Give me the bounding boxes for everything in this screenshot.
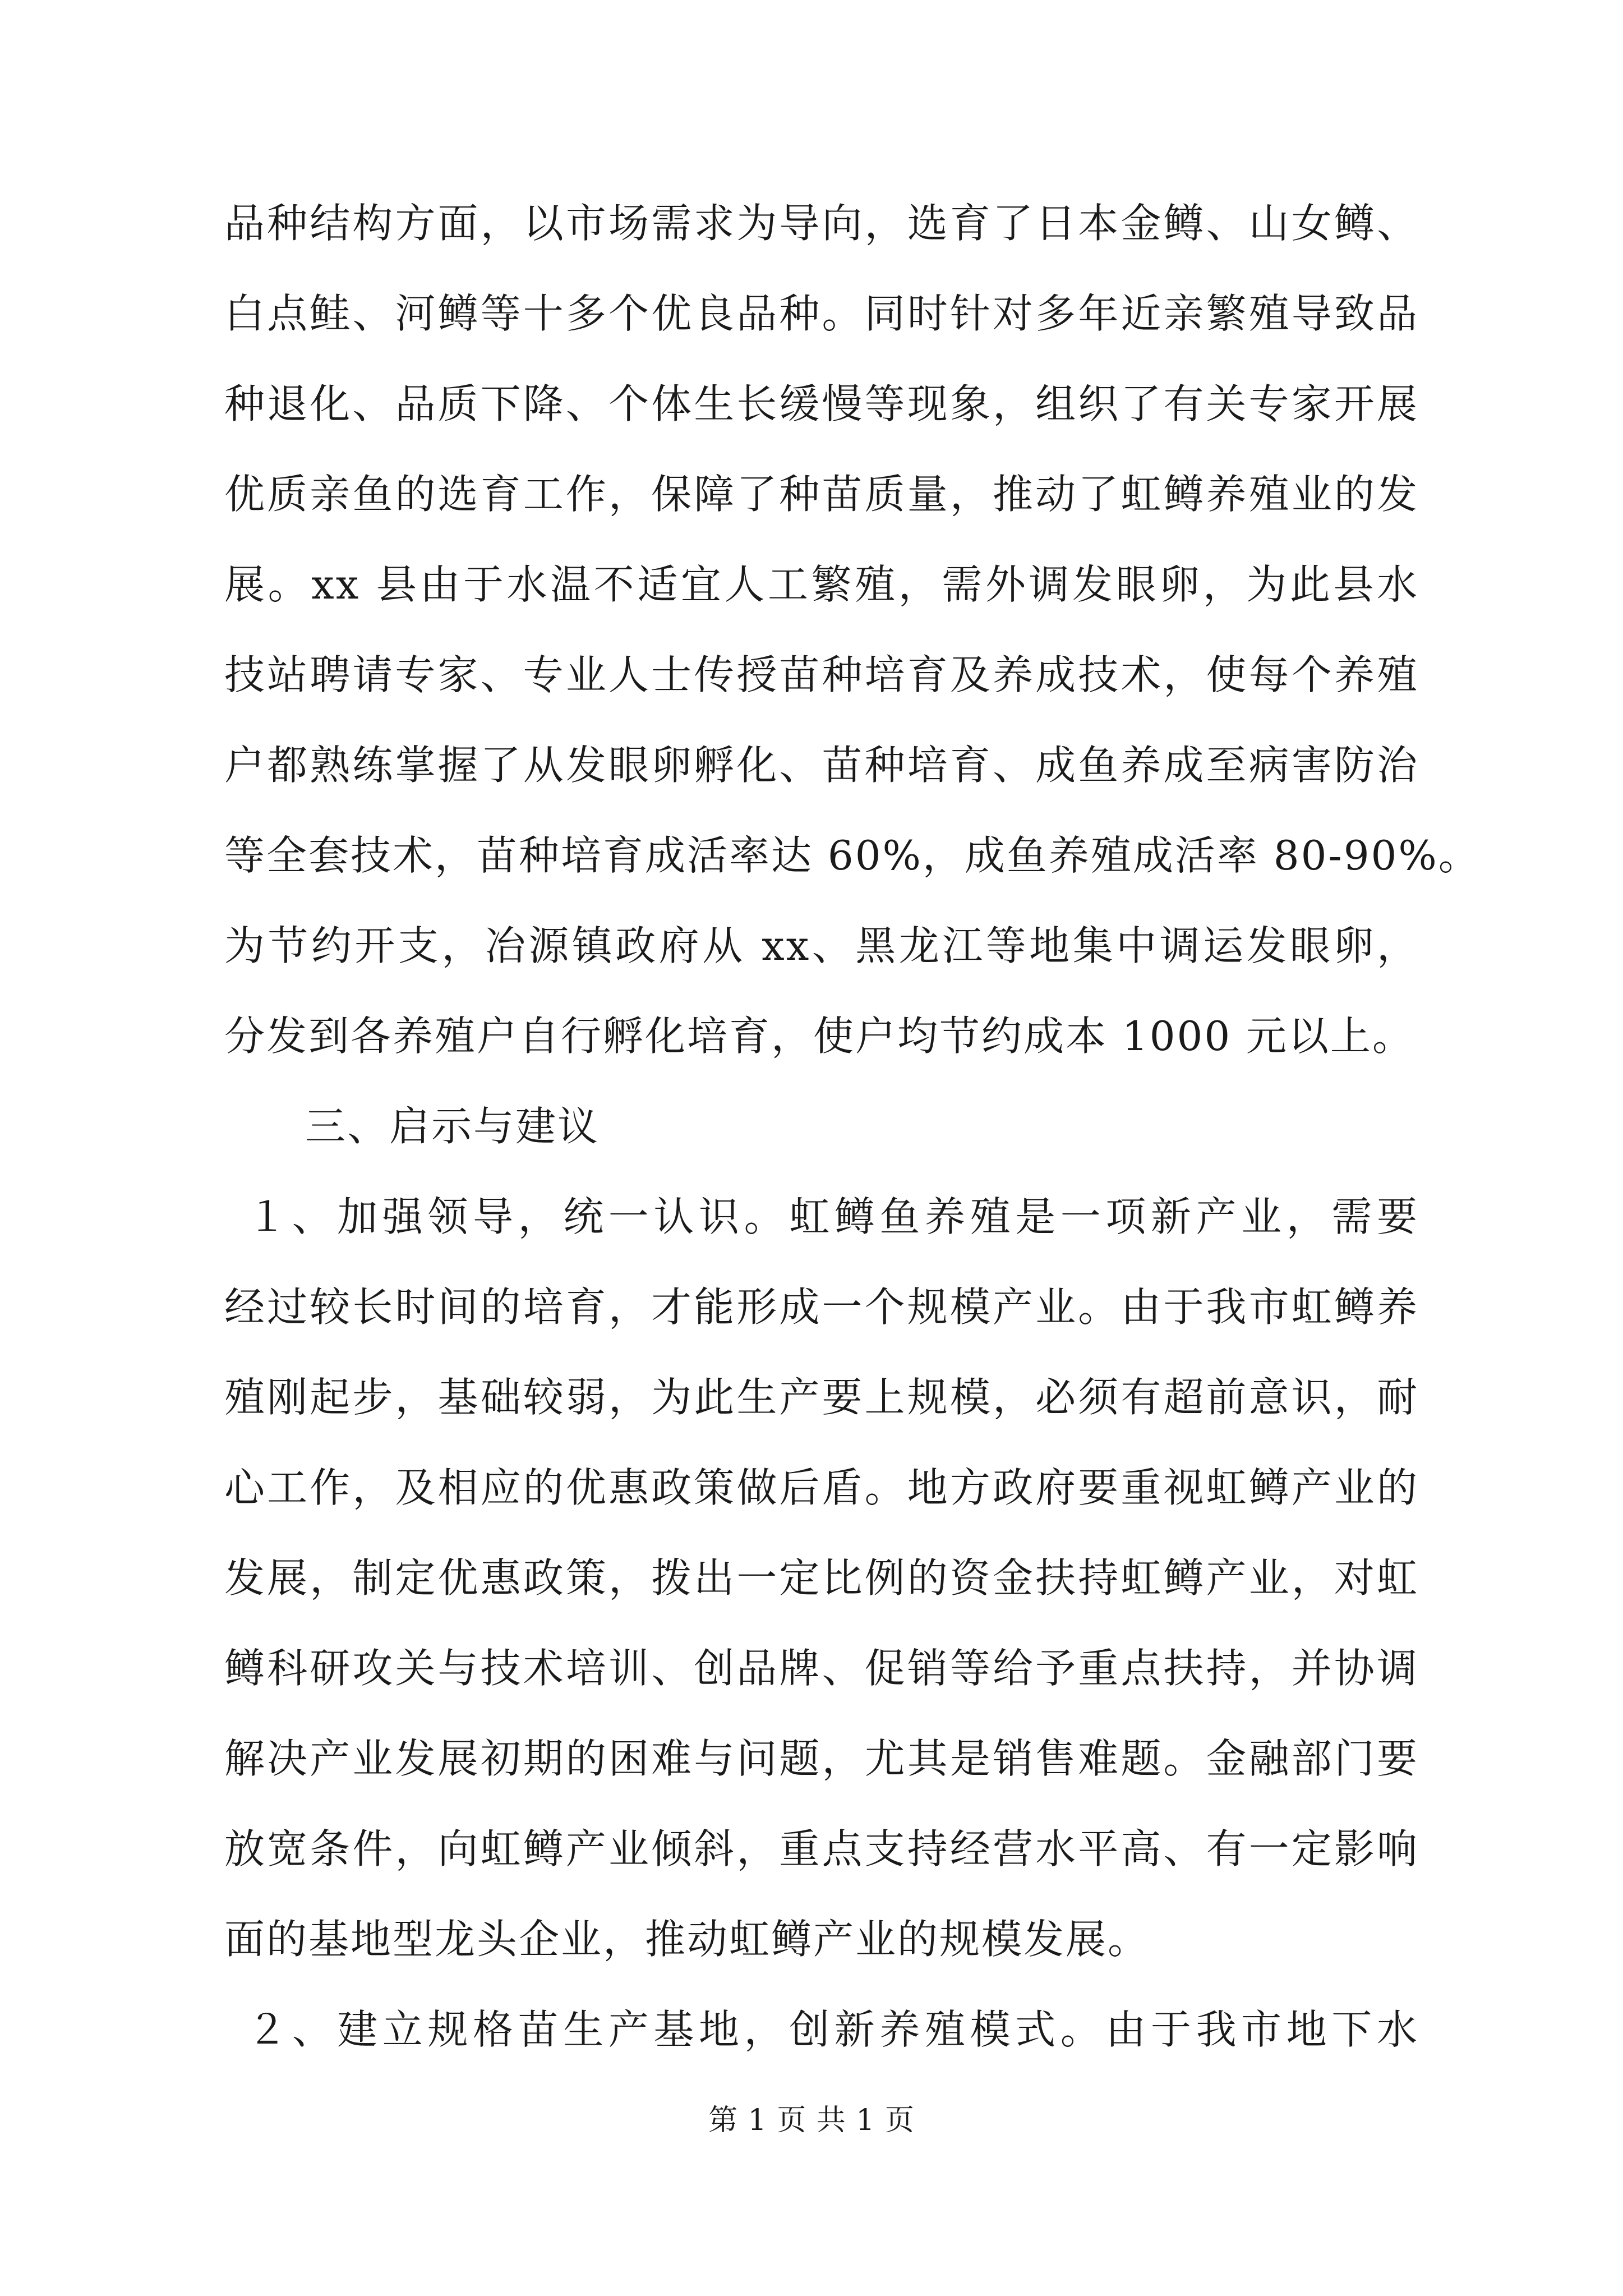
text-line: 品种结构方面，以市场需求为导向，选育了日本金鳟、山女鳟、 (224, 200, 1419, 247)
text-line: 技站聘请专家、专业人士传授苗种培育及养成技术，使每个养殖 (224, 651, 1419, 698)
section-heading: 三、启示与建议 (305, 1103, 600, 1150)
text-line: 为节约开支，冶源镇政府从 xx、黑龙江等地集中调运发眼卵， (224, 922, 1419, 969)
body-text (224, 178, 1481, 2075)
text-line: 殖刚起步，基础较弱，为此生产要上规模，必须有超前意识，耐 (224, 1374, 1419, 1421)
text-line: 户都熟练掌握了从发眼卵孵化、苗种培育、成鱼养成至病害防治 (224, 742, 1419, 789)
paragraph-start-line: ２、建立规格苗生产基地，创新养殖模式。由于我市地下水 (247, 2006, 1419, 2053)
text-line: 放宽条件，向虹鳟产业倾斜，重点支持经营水平高、有一定影响 (224, 1825, 1419, 1872)
text-line: 种退化、品质下降、个体生长缓慢等现象，组织了有关专家开展 (224, 380, 1419, 427)
text-line: 心工作，及相应的优惠政策做后盾。地方政府要重视虹鳟产业的 (224, 1464, 1419, 1511)
text-line: 发展，制定优惠政策，拨出一定比例的资金扶持虹鳟产业，对虹 (224, 1554, 1419, 1602)
text-line: 解决产业发展初期的困难与问题，尤其是销售难题。金融部门要 (224, 1735, 1419, 1782)
text-line: 面的基地型龙头企业，推动虹鳟产业的规模发展。 (224, 1916, 1150, 1963)
text-line: 经过较长时间的培育，才能形成一个规模产业。由于我市虹鳟养 (224, 1283, 1419, 1331)
text-line: 等全套技术，苗种培育成活率达 60%，成鱼养殖成活率 80-90%。 (224, 832, 1481, 879)
text-line: 优质亲鱼的选育工作，保障了种苗质量，推动了虹鳟养殖业的发 (224, 471, 1419, 518)
text-line: 展。xx 县由于水温不适宜人工繁殖，需外调发眼卵，为此县水 (224, 561, 1419, 608)
paragraph-start-line: １、加强领导，统一认识。虹鳟鱼养殖是一项新产业，需要 (247, 1193, 1419, 1240)
text-line: 鳟科研攻关与技术培训、创品牌、促销等给予重点扶持，并协调 (224, 1645, 1419, 1692)
page-footer: 第 1 页 共 1 页 (708, 2104, 915, 2137)
text-line: 分发到各养殖户自行孵化培育，使户均节约成本 1000 元以上。 (224, 1013, 1415, 1060)
text-line: 白点鲑、河鳟等十多个优良品种。同时针对多年近亲繁殖导致品 (224, 290, 1419, 337)
